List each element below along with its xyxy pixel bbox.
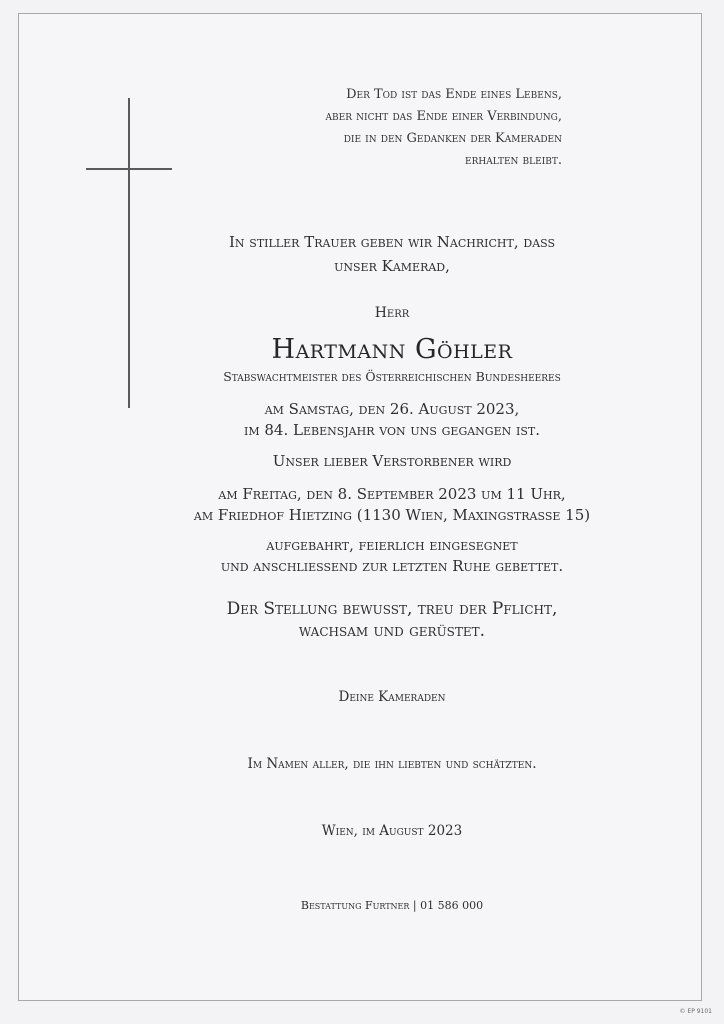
signatories: Deine Kameraden <box>338 689 446 705</box>
in-the-name-line: Im Namen aller, die ihn liebten und schätzten. <box>247 756 537 772</box>
deceased-name: Hartmann Göhler <box>271 334 513 365</box>
salutation: Herr <box>374 305 410 321</box>
intro-line: unser Kamerad, <box>334 257 450 275</box>
print-code: © EP 9101 <box>679 1008 712 1015</box>
motto-line: erhalten bleibt. <box>465 153 562 168</box>
death-details <box>40 399 724 441</box>
announcement-intro <box>40 230 724 278</box>
blessing-line: und anschliessend zur letzten Ruhe gebettet. <box>220 557 564 575</box>
undertaker-contact: Bestattung Furtner | 01 586 000 <box>300 899 484 912</box>
funeral-line: am Friedhof Hietzing (1130 Wien, Maxingstrasse 15) <box>193 506 591 524</box>
slogan-line: wachsam und gerüstet. <box>298 621 486 641</box>
slogan-line: Der Stellung bewusst, treu der Pflicht, <box>226 599 558 619</box>
cross-icon-crossbar <box>86 168 172 170</box>
intro-line: In stiller Trauer geben wir Nachricht, dass <box>228 233 556 251</box>
blessing-details <box>40 535 724 577</box>
regiment-slogan <box>40 598 724 642</box>
motto-line: Der Tod ist das Ende eines Lebens, <box>346 87 562 102</box>
funeral-line: am Freitag, den 8. September 2023 um 11 Uhr, <box>218 485 566 503</box>
motto-line: die in den Gedanken der Kameraden <box>343 131 562 146</box>
motto-quote <box>232 84 562 172</box>
death-line: im 84. Lebensjahr von uns gegangen ist. <box>244 421 540 439</box>
place-date: Wien, im August 2023 <box>321 823 463 839</box>
death-line: am Samstag, den 26. August 2023, <box>264 400 520 418</box>
deceased-rank: Stabswachtmeister des Österreichischen Bundesheeres <box>223 369 561 384</box>
funeral-lead: Unser lieber Verstorbener wird <box>272 452 512 470</box>
motto-line: aber nicht das Ende einer Verbindung, <box>325 109 562 124</box>
funeral-details <box>40 484 724 526</box>
blessing-line: aufgebahrt, feierlich eingesegnet <box>266 536 518 554</box>
